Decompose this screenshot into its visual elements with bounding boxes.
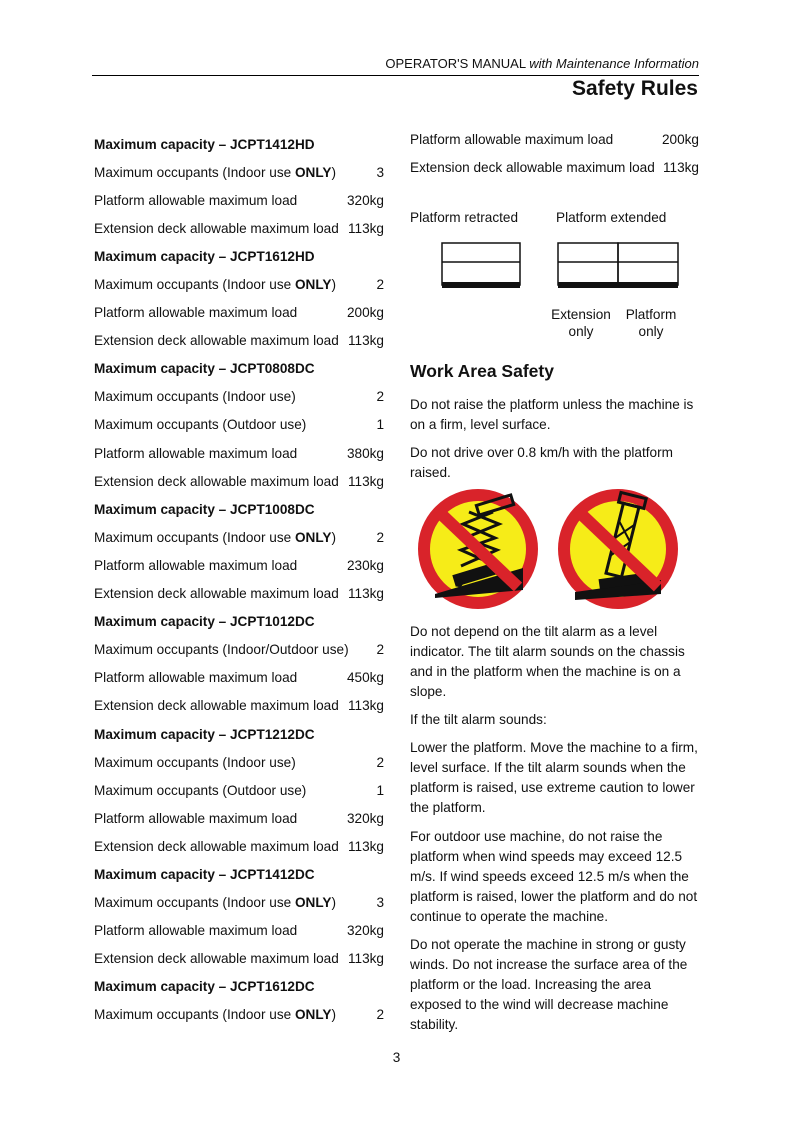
- capacity-value: 200kg: [346, 305, 384, 321]
- capacity-value: 450kg: [346, 670, 384, 686]
- capacity-row: [94, 214, 384, 242]
- capacity-label: Maximum occupants (Indoor use): [94, 754, 296, 770]
- capacity-value: 2: [376, 277, 384, 293]
- extension-only-caption: Extension only: [551, 307, 611, 339]
- capacity-row: [94, 270, 384, 298]
- capacity-label: Extension deck allowable maximum load: [94, 473, 339, 489]
- manual-header: OPERATOR'S MANUAL with Maintenance Information: [385, 56, 699, 71]
- capacity-label: Maximum occupants (Indoor use): [94, 389, 296, 405]
- capacity-value: 113kg: [347, 473, 384, 489]
- capacity-row: [94, 158, 384, 186]
- capacity-label: Maximum capacity – JCPT0808DC: [94, 361, 315, 377]
- capacity-label: Extension deck allowable maximum load: [94, 586, 339, 602]
- capacity-row: [94, 776, 384, 804]
- capacity-label: Platform allowable maximum load: [94, 192, 298, 208]
- capacity-value: 3: [376, 164, 384, 180]
- work-area-safety-heading: Work Area Safety: [410, 361, 554, 381]
- capacity-row: [94, 889, 384, 917]
- paragraph: Do not raise the platform unless the machine is on a firm, level surface.: [410, 397, 694, 432]
- platform-retracted-diagram: [440, 240, 524, 290]
- capacity-row: [410, 160, 699, 175]
- capacity-row: [410, 132, 699, 147]
- paragraph: Lower the platform. Move the machine to a firm, level surface. If the tilt alarm sounds when the platform is raised, use extreme caution to lower the platform.: [410, 740, 698, 815]
- capacity-value: 113kg: [662, 160, 699, 175]
- capacity-row: [94, 580, 384, 608]
- capacity-label: Maximum capacity – JCPT1612DC: [94, 979, 315, 995]
- capacity-label: Platform allowable maximum load: [94, 305, 298, 321]
- capacity-label: Maximum occupants (Indoor use ONLY): [94, 164, 337, 180]
- page-title: Safety Rules: [571, 77, 698, 100]
- capacity-label: Maximum occupants (Indoor use ONLY): [94, 529, 337, 545]
- no-raise-on-slope-warning-icon: [413, 486, 543, 612]
- capacity-label: Maximum capacity – JCPT1412DC: [94, 866, 315, 882]
- capacity-heading: [94, 495, 384, 523]
- capacity-label: Maximum capacity – JCPT1012DC: [94, 614, 315, 630]
- capacity-row: [94, 551, 384, 579]
- capacity-row: [94, 748, 384, 776]
- capacity-label: Platform allowable maximum load: [94, 557, 298, 573]
- capacity-row: [94, 299, 384, 327]
- capacity-value: 1: [376, 417, 384, 433]
- capacity-label: Maximum occupants (Outdoor use): [94, 782, 307, 798]
- capacity-row: [94, 917, 384, 945]
- paragraph: Do not drive over 0.8 km/h with the platform raised.: [410, 445, 673, 480]
- capacity-value: 113kg: [347, 333, 384, 349]
- capacity-heading: [94, 860, 384, 888]
- capacity-label: Maximum occupants (Indoor use ONLY): [94, 895, 337, 911]
- capacity-row: [94, 1001, 384, 1029]
- capacity-row: [94, 804, 384, 832]
- capacity-heading: [94, 608, 384, 636]
- capacity-label: Maximum occupants (Indoor use ONLY): [94, 277, 337, 293]
- capacity-label: Platform allowable maximum load: [94, 923, 298, 939]
- capacity-label: Extension deck allowable maximum load: [94, 333, 339, 349]
- capacity-value: 113kg: [347, 951, 384, 967]
- capacity-value: 113kg: [347, 698, 384, 714]
- capacity-value: 113kg: [347, 838, 384, 854]
- capacity-label: Maximum occupants (Indoor use ONLY): [94, 1007, 337, 1023]
- capacity-heading: [94, 720, 384, 748]
- capacity-value: 113kg: [347, 220, 384, 236]
- capacity-heading: [94, 973, 384, 1001]
- capacity-value: 2: [376, 389, 384, 405]
- capacity-heading: [94, 355, 384, 383]
- capacity-value: 1: [376, 782, 384, 798]
- capacity-value: 320kg: [346, 810, 384, 826]
- header-rule: [92, 75, 699, 76]
- capacity-value: 320kg: [346, 192, 384, 208]
- capacity-row: [94, 383, 384, 411]
- capacity-value: 380kg: [346, 445, 384, 461]
- capacity-label: Platform allowable maximum load: [94, 445, 298, 461]
- capacity-row: [94, 832, 384, 860]
- capacity-label: Extension deck allowable maximum load: [410, 160, 655, 175]
- capacity-heading: [94, 242, 384, 270]
- capacity-value: 230kg: [346, 557, 384, 573]
- capacity-row: [94, 439, 384, 467]
- capacity-label: Extension deck allowable maximum load: [94, 698, 339, 714]
- platform-retracted-caption: Platform retracted: [410, 210, 519, 225]
- capacity-label: Platform allowable maximum load: [94, 810, 298, 826]
- capacity-heading: [94, 130, 384, 158]
- capacity-label: Maximum capacity – JCPT1412HD: [94, 136, 315, 152]
- capacity-label: Extension deck allowable maximum load: [94, 838, 339, 854]
- capacity-label: Platform allowable maximum load: [94, 670, 298, 686]
- capacity-label: Platform allowable maximum load: [410, 132, 614, 147]
- capacity-label: Maximum capacity – JCPT1008DC: [94, 501, 315, 517]
- no-drive-raised-warning-icon: [553, 486, 683, 612]
- capacity-label: Maximum occupants (Indoor/Outdoor use): [94, 642, 349, 658]
- capacity-row: [94, 636, 384, 664]
- page-number: 3: [392, 1050, 401, 1065]
- capacity-row: [94, 327, 384, 355]
- capacity-row: [94, 186, 384, 214]
- capacity-row: [94, 523, 384, 551]
- capacity-table: [94, 130, 384, 1029]
- capacity-value: 3: [376, 895, 384, 911]
- capacity-label: Extension deck allowable maximum load: [94, 220, 339, 236]
- platform-extended-diagram: [556, 240, 682, 290]
- capacity-value: 2: [376, 642, 384, 658]
- capacity-row: [94, 467, 384, 495]
- platform-extended-caption: Platform extended: [556, 210, 667, 225]
- paragraph: If the tilt alarm sounds:: [410, 712, 547, 727]
- capacity-value: 320kg: [346, 923, 384, 939]
- capacity-row: [94, 411, 384, 439]
- capacity-value: 2: [376, 529, 384, 545]
- capacity-row: [94, 664, 384, 692]
- capacity-row: [94, 692, 384, 720]
- capacity-label: Maximum capacity – JCPT1612HD: [94, 248, 315, 264]
- paragraph: Do not operate the machine in strong or gusty winds. Do not increase the surface area of the platform or the load. Increasing the area exposed to the wind will decrease machine stability.: [410, 937, 688, 1032]
- capacity-label: Maximum capacity – JCPT1212DC: [94, 726, 315, 742]
- capacity-value: 200kg: [661, 132, 699, 147]
- capacity-label: Extension deck allowable maximum load: [94, 951, 339, 967]
- capacity-value: 2: [376, 1007, 384, 1023]
- capacity-value: 2: [376, 754, 384, 770]
- platform-only-caption: Platform only: [625, 307, 677, 339]
- capacity-label: Maximum occupants (Outdoor use): [94, 417, 307, 433]
- paragraph: For outdoor use machine, do not raise the platform when wind speeds may exceed 12.5 m/s. If wind speeds exceed 12.5 m/s when the platform is raised, lower the platform and do not continue to operate the machine.: [410, 829, 698, 924]
- capacity-value: 113kg: [347, 586, 384, 602]
- capacity-row: [94, 945, 384, 973]
- paragraph: Do not depend on the tilt alarm as a level indicator. The tilt alarm sounds on the chassis and in the platform when the machine is on a slope.: [410, 624, 685, 699]
